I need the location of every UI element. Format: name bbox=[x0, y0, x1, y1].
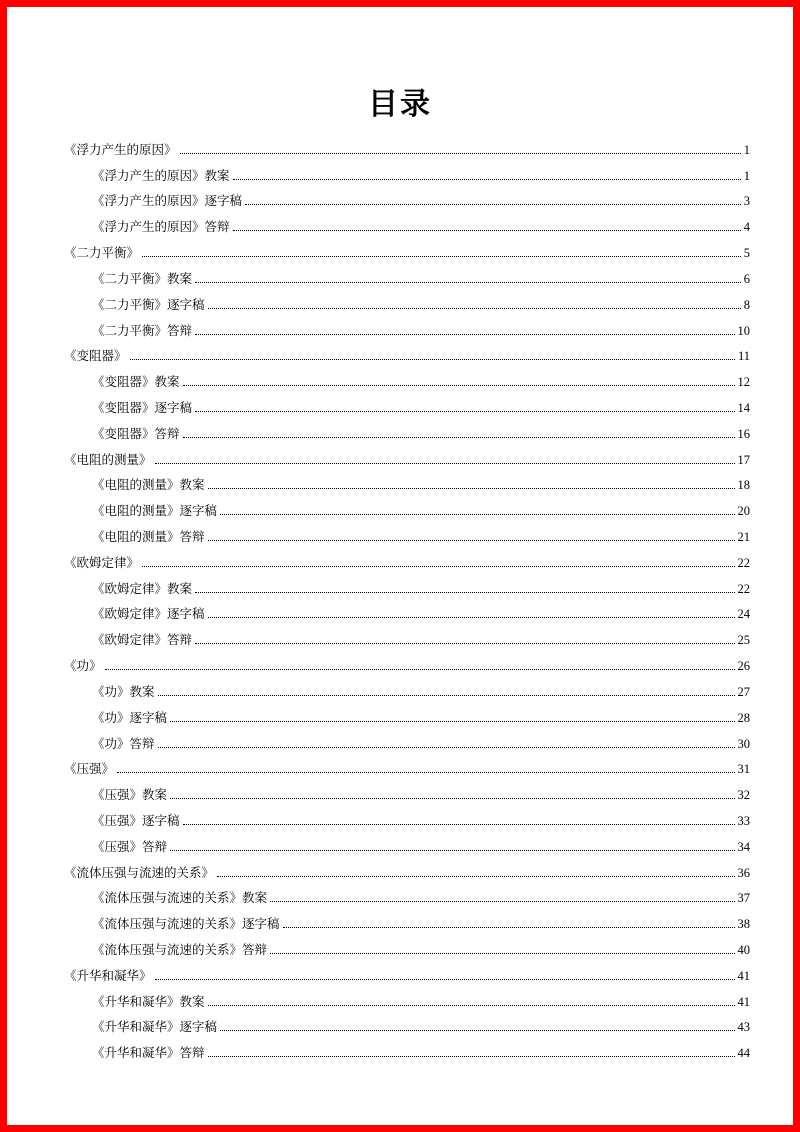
dot-leader bbox=[270, 901, 734, 902]
toc-entry-label: 《二力平衡》逐字稿 bbox=[92, 296, 205, 312]
toc-page-number: 22 bbox=[737, 555, 750, 570]
toc-entry-label: 《压强》 bbox=[64, 761, 115, 777]
toc-entry-label: 《二力平衡》答辩 bbox=[92, 322, 193, 338]
toc-page-number: 28 bbox=[737, 710, 750, 725]
toc-entry-label: 《压强》答辩 bbox=[92, 838, 168, 854]
toc-entry-label: 《变阻器》逐字稿 bbox=[92, 399, 193, 415]
toc-subentry[interactable] bbox=[64, 699, 750, 725]
toc-subentry[interactable] bbox=[64, 389, 750, 415]
dot-leader bbox=[233, 179, 741, 180]
toc-subentry[interactable] bbox=[64, 802, 750, 828]
toc-entry-label: 《功》 bbox=[64, 658, 102, 674]
toc-page-number: 21 bbox=[737, 530, 750, 544]
toc-entry-label: 《二力平衡》 bbox=[64, 245, 140, 261]
toc-page-number: 36 bbox=[737, 865, 750, 880]
dot-leader bbox=[142, 566, 734, 567]
toc-subentry[interactable] bbox=[64, 725, 750, 751]
dot-leader bbox=[195, 592, 734, 593]
dot-leader bbox=[270, 953, 734, 954]
toc-page-number: 40 bbox=[737, 943, 750, 957]
toc-subentry[interactable] bbox=[64, 183, 750, 209]
toc-page-number: 26 bbox=[737, 659, 750, 674]
toc-page-number: 41 bbox=[737, 994, 750, 1009]
dot-leader bbox=[220, 514, 734, 515]
toc-page-number: 41 bbox=[737, 968, 750, 983]
toc-page-number: 3 bbox=[743, 194, 750, 209]
dot-leader bbox=[208, 540, 735, 541]
toc-subentry[interactable] bbox=[64, 880, 750, 906]
toc-subentry[interactable] bbox=[64, 1034, 750, 1060]
table-of-contents bbox=[64, 131, 750, 1060]
toc-entry-label: 《功》教案 bbox=[92, 683, 155, 699]
toc-entry-label: 《浮力产生的原因》 bbox=[64, 141, 177, 157]
toc-subentry[interactable] bbox=[64, 363, 750, 389]
toc-subentry[interactable] bbox=[64, 621, 750, 647]
toc-page-number: 4 bbox=[743, 220, 750, 235]
toc-page-number: 20 bbox=[737, 504, 750, 519]
toc-entry-label: 《流体压强与流速的关系》 bbox=[64, 864, 215, 880]
toc-entry-label: 《变阻器》 bbox=[64, 348, 127, 364]
toc-page-number: 16 bbox=[737, 426, 750, 441]
toc-page-number: 44 bbox=[737, 1046, 750, 1061]
toc-entry-label: 《变阻器》答辩 bbox=[92, 425, 180, 441]
toc-subentry[interactable] bbox=[64, 673, 750, 699]
toc-entry[interactable] bbox=[64, 338, 750, 364]
toc-subentry[interactable] bbox=[64, 518, 750, 544]
toc-page-number: 30 bbox=[737, 736, 750, 751]
toc-entry-label: 《浮力产生的原因》教案 bbox=[92, 167, 230, 183]
toc-page-number: 8 bbox=[743, 297, 750, 312]
dot-leader bbox=[183, 437, 735, 438]
toc-subentry[interactable] bbox=[64, 905, 750, 931]
toc-page-number: 18 bbox=[737, 478, 750, 493]
dot-leader bbox=[208, 1005, 735, 1006]
toc-page-number: 37 bbox=[737, 891, 750, 906]
dot-leader bbox=[195, 643, 734, 644]
toc-subentry[interactable] bbox=[64, 1009, 750, 1035]
toc-entry-label: 《浮力产生的原因》逐字稿 bbox=[92, 193, 243, 209]
toc-subentry[interactable] bbox=[64, 286, 750, 312]
toc-page-number: 22 bbox=[737, 581, 750, 596]
toc-entry[interactable] bbox=[64, 751, 750, 777]
toc-entry-label: 《浮力产生的原因》答辩 bbox=[92, 219, 230, 235]
toc-page-number: 31 bbox=[737, 762, 750, 777]
toc-subentry[interactable] bbox=[64, 415, 750, 441]
dot-leader bbox=[105, 669, 735, 670]
toc-subentry[interactable] bbox=[64, 312, 750, 338]
dot-leader bbox=[180, 153, 741, 154]
dot-leader bbox=[195, 282, 741, 283]
toc-page-number: 12 bbox=[737, 375, 750, 390]
toc-subentry[interactable] bbox=[64, 208, 750, 234]
toc-entry-label: 《流体压强与流速的关系》逐字稿 bbox=[92, 916, 280, 932]
toc-entry-label: 《二力平衡》教案 bbox=[92, 270, 193, 286]
toc-entry[interactable] bbox=[64, 647, 750, 673]
toc-entry[interactable] bbox=[64, 131, 750, 157]
page-title: 目录 bbox=[368, 87, 432, 122]
dot-leader bbox=[220, 1030, 734, 1031]
dot-leader bbox=[117, 772, 734, 773]
toc-page-number: 14 bbox=[737, 400, 750, 415]
dot-leader bbox=[158, 747, 735, 748]
toc-entry-label: 《升华和凝华》 bbox=[64, 967, 152, 983]
toc-page-number: 27 bbox=[737, 684, 750, 699]
dot-leader bbox=[233, 230, 741, 231]
dot-leader bbox=[217, 876, 734, 877]
toc-subentry[interactable] bbox=[64, 828, 750, 854]
dot-leader bbox=[208, 617, 735, 618]
toc-entry-label: 《欧姆定律》 bbox=[64, 554, 140, 570]
dot-leader bbox=[208, 1056, 735, 1057]
dot-leader bbox=[208, 488, 735, 489]
toc-entry-label: 《压强》教案 bbox=[92, 787, 168, 803]
toc-page-number: 5 bbox=[743, 246, 750, 261]
toc-entry-label: 《功》答辩 bbox=[92, 735, 155, 751]
toc-entry-label: 《变阻器》教案 bbox=[92, 374, 180, 390]
toc-entry-label: 《压强》逐字稿 bbox=[92, 812, 180, 828]
toc-entry[interactable] bbox=[64, 234, 750, 260]
dot-leader bbox=[155, 463, 735, 464]
toc-entry-label: 《流体压强与流速的关系》教案 bbox=[92, 890, 268, 906]
toc-subentry[interactable] bbox=[64, 157, 750, 183]
toc-subentry[interactable] bbox=[64, 260, 750, 286]
toc-subentry[interactable] bbox=[64, 931, 750, 957]
dot-leader bbox=[183, 385, 735, 386]
toc-page-number: 1 bbox=[743, 142, 750, 157]
dot-leader bbox=[158, 695, 735, 696]
toc-subentry[interactable] bbox=[64, 596, 750, 622]
toc-page-number: 11 bbox=[737, 349, 750, 364]
toc-page-number: 32 bbox=[737, 788, 750, 803]
toc-page-number: 43 bbox=[737, 1020, 750, 1035]
dot-leader bbox=[195, 334, 734, 335]
toc-entry-label: 《电阻的测量》教案 bbox=[92, 477, 205, 493]
toc-entry-label: 《电阻的测量》 bbox=[64, 451, 152, 467]
toc-page-number: 25 bbox=[737, 633, 750, 648]
toc-entry-label: 《欧姆定律》答辩 bbox=[92, 632, 193, 648]
dot-leader bbox=[283, 927, 735, 928]
toc-page-number: 6 bbox=[743, 271, 750, 286]
toc-entry[interactable] bbox=[64, 854, 750, 880]
toc-page-number: 24 bbox=[737, 607, 750, 622]
toc-entry-label: 《升华和凝华》教案 bbox=[92, 993, 205, 1009]
dot-leader bbox=[155, 979, 735, 980]
dot-leader bbox=[142, 256, 741, 257]
dot-leader bbox=[208, 308, 741, 309]
toc-page-number: 34 bbox=[737, 839, 750, 854]
toc-entry-label: 《欧姆定律》逐字稿 bbox=[92, 606, 205, 622]
toc-subentry[interactable] bbox=[64, 492, 750, 518]
toc-entry-label: 《欧姆定律》教案 bbox=[92, 580, 193, 596]
toc-entry[interactable] bbox=[64, 957, 750, 983]
toc-entry-label: 《升华和凝华》答辩 bbox=[92, 1045, 205, 1061]
dot-leader bbox=[170, 850, 734, 851]
toc-entry[interactable] bbox=[64, 544, 750, 570]
toc-page-number: 17 bbox=[737, 452, 750, 467]
dot-leader bbox=[195, 411, 734, 412]
toc-entry-label: 《电阻的测量》答辩 bbox=[92, 529, 205, 544]
toc-entry[interactable] bbox=[64, 441, 750, 467]
toc-entry-label: 《功》逐字稿 bbox=[92, 709, 168, 725]
toc-subentry[interactable] bbox=[64, 776, 750, 802]
dot-leader bbox=[183, 824, 735, 825]
toc-page-number: 38 bbox=[737, 917, 750, 932]
toc-subentry[interactable] bbox=[64, 983, 750, 1009]
toc-entry-label: 《升华和凝华》逐字稿 bbox=[92, 1019, 218, 1035]
toc-entry-label: 《流体压强与流速的关系》答辩 bbox=[92, 942, 268, 957]
toc-subentry[interactable] bbox=[64, 467, 750, 493]
dot-leader bbox=[245, 204, 741, 205]
dot-leader bbox=[130, 359, 735, 360]
toc-subentry[interactable] bbox=[64, 570, 750, 596]
toc-page-number: 1 bbox=[743, 168, 750, 183]
dot-leader bbox=[170, 798, 734, 799]
toc-page-number: 33 bbox=[737, 813, 750, 828]
toc-page-number: 10 bbox=[737, 323, 750, 338]
toc-entry-label: 《电阻的测量》逐字稿 bbox=[92, 503, 218, 519]
dot-leader bbox=[170, 721, 734, 722]
